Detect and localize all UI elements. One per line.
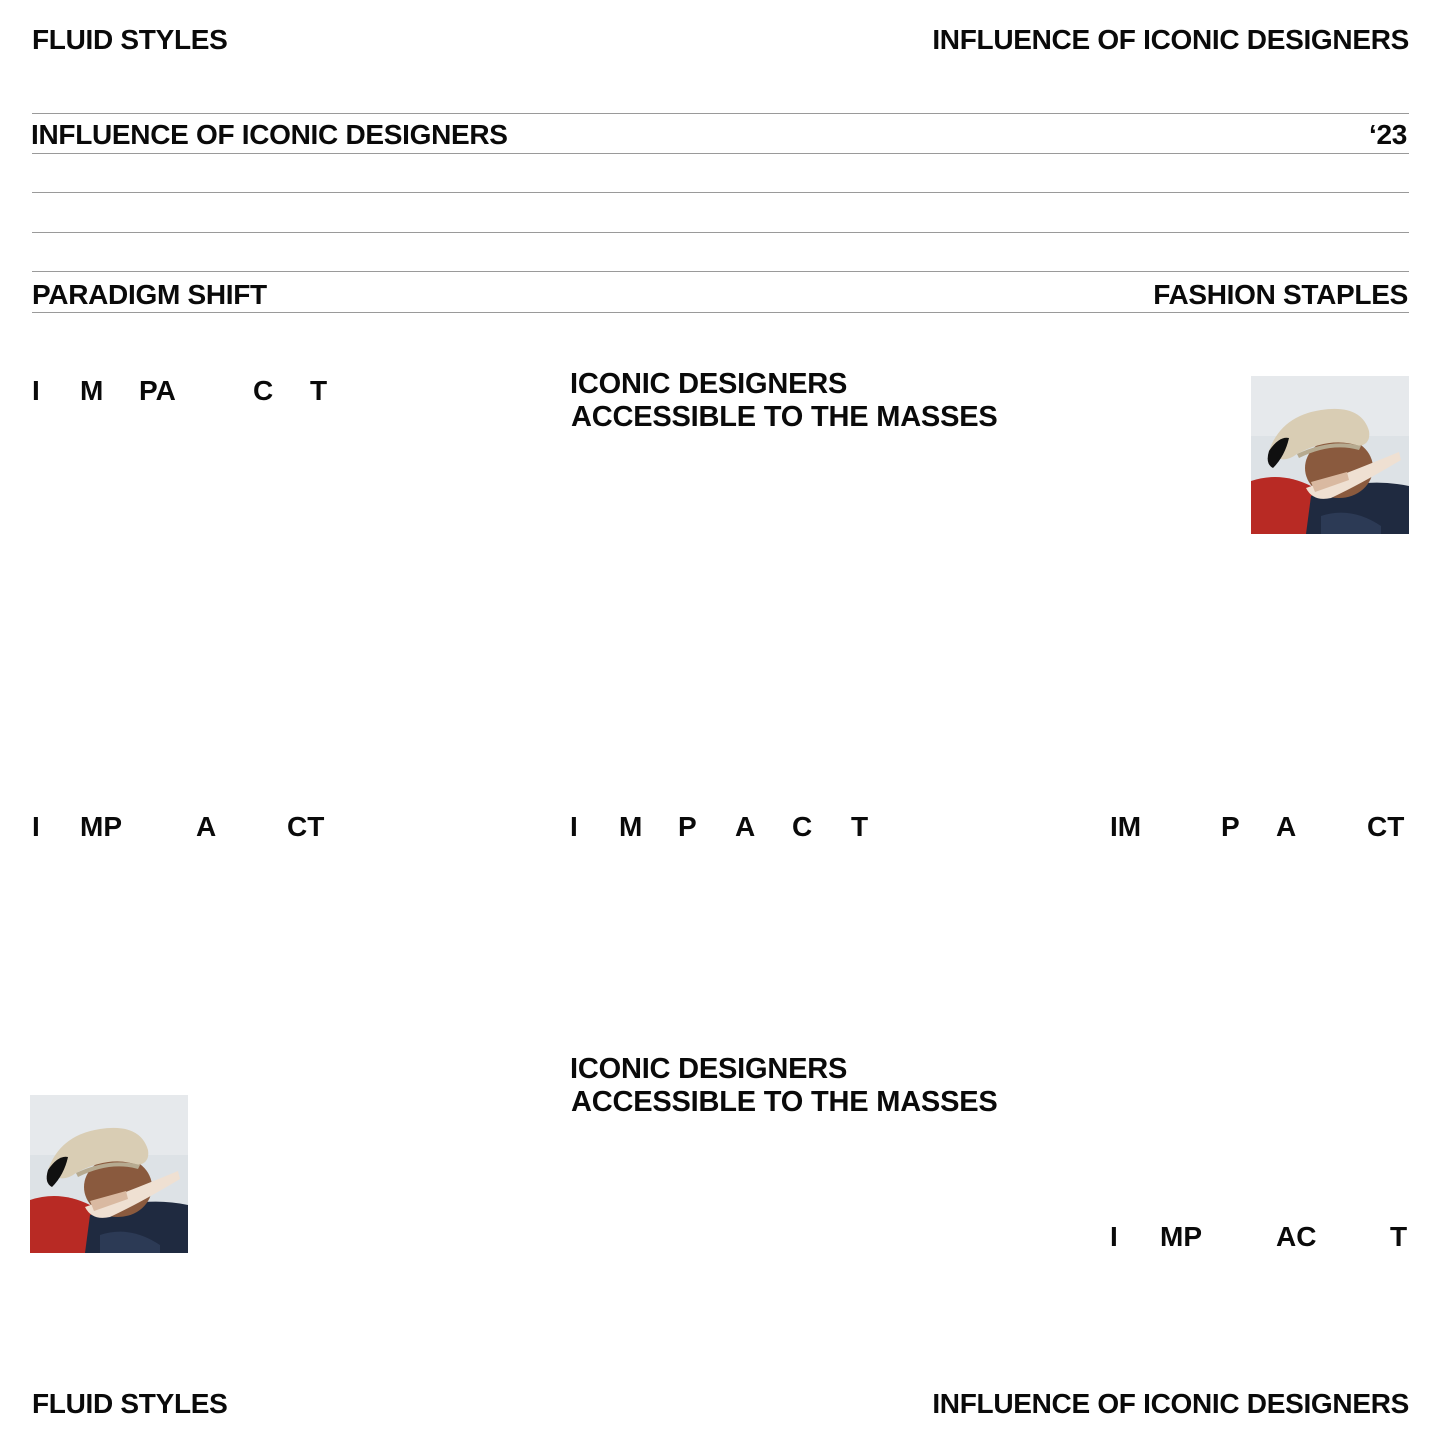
impact-letter: I (32, 811, 40, 842)
impact-letter: I (570, 811, 578, 842)
impact-letter: AC (1276, 1221, 1317, 1252)
impact-mid-right (1110, 812, 1410, 842)
divider-3 (32, 192, 1409, 193)
impact-letter: A (1276, 811, 1297, 842)
impact-letter: T (1390, 1221, 1408, 1252)
block-bottom-line1: ICONIC DESIGNERS (570, 1053, 848, 1085)
footer-left: FLUID STYLES (32, 1388, 228, 1419)
band-title: INFLUENCE OF ICONIC DESIGNERS (31, 119, 508, 150)
impact-letter: M (619, 811, 643, 842)
impact-letter: I (32, 375, 40, 406)
divider-1 (32, 113, 1409, 114)
impact-letter: P (1221, 811, 1240, 842)
impact-mid-left (32, 812, 352, 842)
block-bottom (570, 1053, 998, 1119)
block-top-line1: ICONIC DESIGNERS (570, 368, 848, 400)
impact-bottom-right (1110, 1222, 1410, 1252)
divider-5 (32, 271, 1409, 272)
block-bottom-line2: ACCESSIBLE TO THE MASSES (571, 1086, 998, 1118)
portrait-photo-top (1251, 376, 1409, 534)
header-right: INFLUENCE OF ICONIC DESIGNERS (932, 24, 1409, 55)
impact-letter: IM (1110, 811, 1142, 842)
block-top-line2: ACCESSIBLE TO THE MASSES (571, 401, 998, 433)
portrait-image (1251, 376, 1409, 534)
impact-letter: C (253, 375, 274, 406)
impact-letter: P (678, 811, 697, 842)
impact-letter: T (851, 811, 869, 842)
subheader-left: PARADIGM SHIFT (32, 279, 267, 310)
header-left: FLUID STYLES (32, 24, 228, 55)
divider-2 (32, 153, 1409, 154)
divider-4 (32, 232, 1409, 233)
impact-letter: MP (1160, 1221, 1202, 1252)
impact-letter: PA (139, 375, 176, 406)
subheader-right: FASHION STAPLES (1153, 279, 1408, 310)
portrait-photo-bottom (30, 1095, 188, 1253)
impact-letter: C (792, 811, 813, 842)
band-year: ‘23 (1368, 119, 1407, 150)
divider-6 (32, 312, 1409, 313)
impact-letter: M (80, 375, 104, 406)
impact-letter: A (735, 811, 756, 842)
block-top (570, 368, 998, 434)
footer-right: INFLUENCE OF ICONIC DESIGNERS (932, 1388, 1409, 1419)
impact-top-left (32, 376, 352, 406)
impact-letter: CT (1367, 811, 1405, 842)
impact-letter: CT (287, 811, 325, 842)
impact-letter: T (310, 375, 328, 406)
portrait-image (30, 1095, 188, 1253)
impact-letter: I (1110, 1221, 1118, 1252)
impact-mid-center (570, 812, 890, 842)
impact-letter: MP (80, 811, 122, 842)
impact-letter: A (196, 811, 217, 842)
